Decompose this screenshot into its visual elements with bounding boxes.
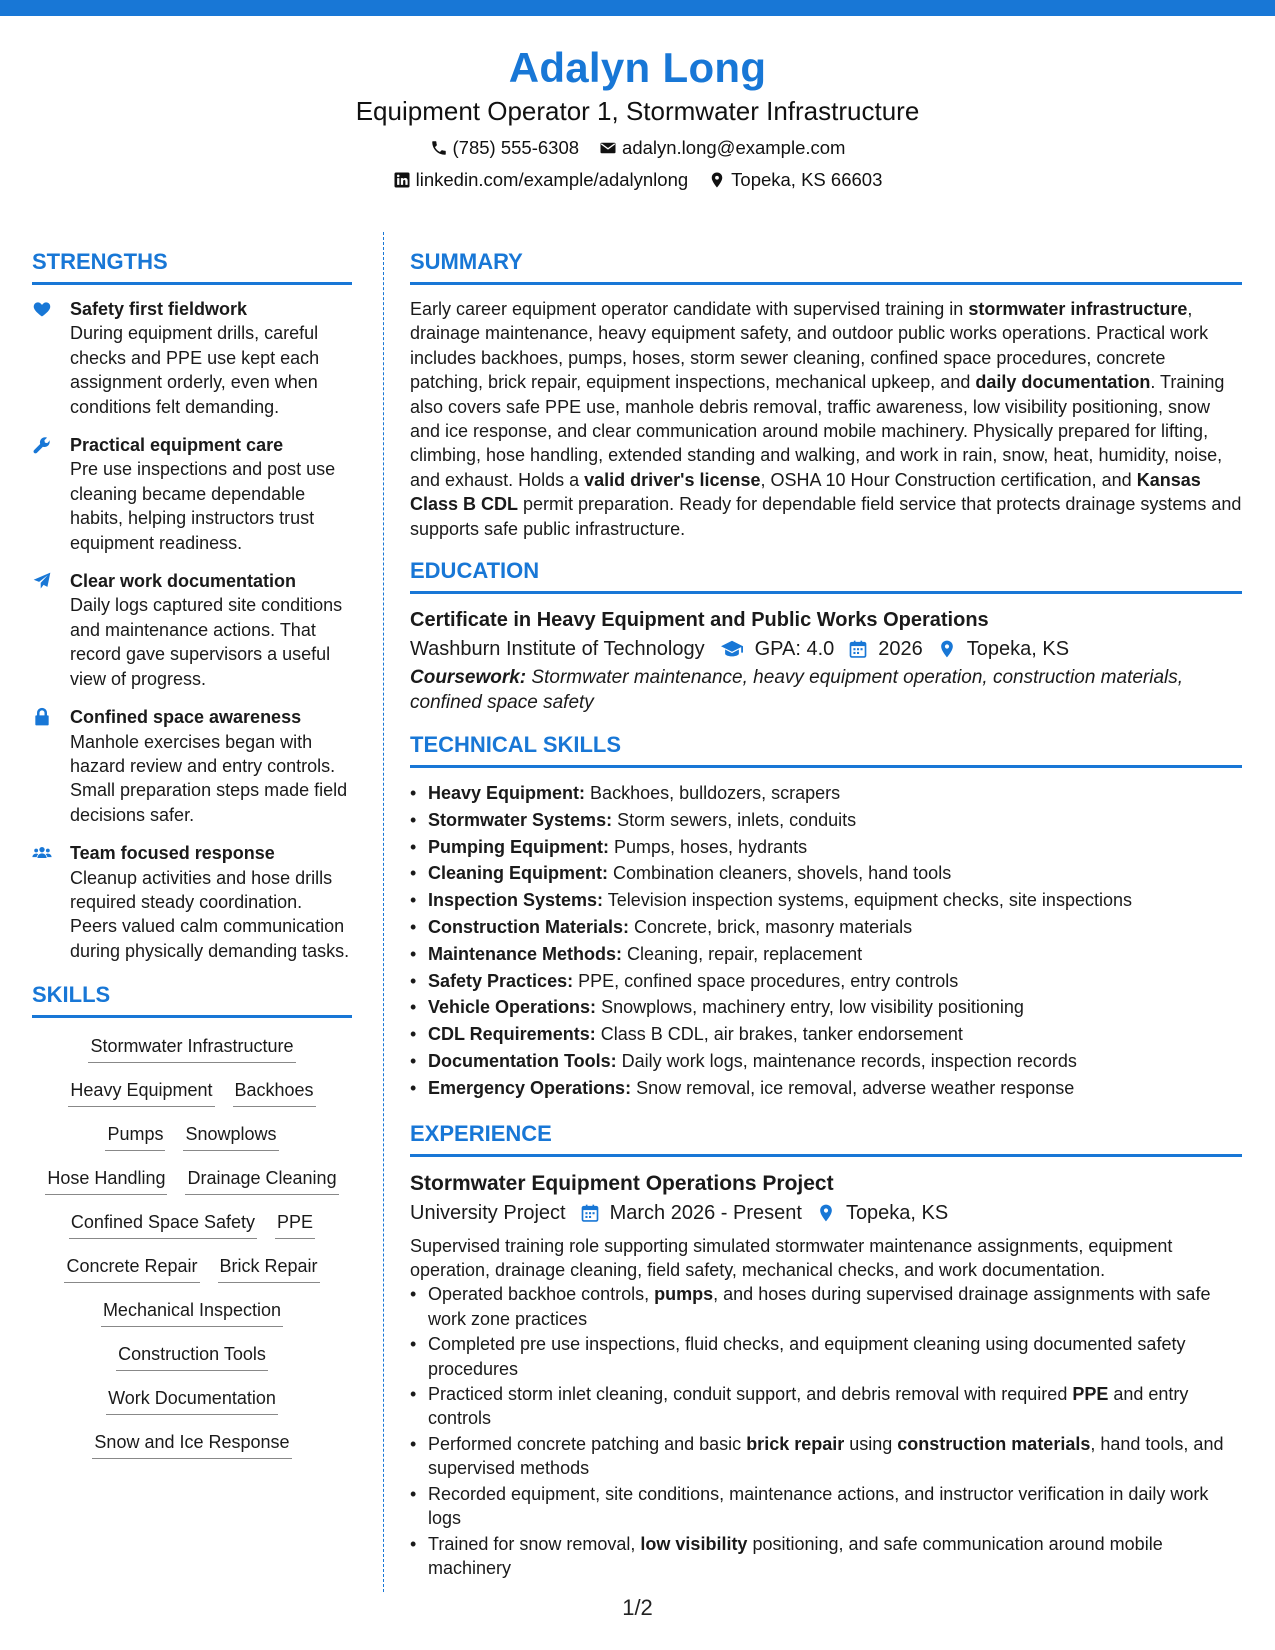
strength-desc: Daily logs captured site conditions and maintenance actions. That record gave supervisors a useful view of progress. (70, 595, 343, 689)
bullet-text: positioning, and safe communication around mobile machinery (428, 1533, 1163, 1578)
right-column (410, 248, 1242, 1581)
strength-item (32, 433, 352, 555)
skills-list (32, 1032, 352, 1459)
bullet-text: , hand tools, and supervised methods (428, 1433, 1224, 1479)
tech-label: Construction Materials: (428, 917, 630, 938)
heart-icon (32, 297, 54, 419)
tech-value: Cleaning, repair, replacement (622, 943, 863, 964)
calendar-icon (580, 1203, 600, 1223)
strength-title: Practical equipment care (70, 435, 284, 456)
skill-tag: Drainage Cleaning (185, 1166, 338, 1195)
skill-tag: Stormwater Infrastructure (88, 1034, 295, 1063)
summary-part: . Training also covers safe PPE use, manhole debris removal, traffic awareness, low visibility positioning, snow and ice response, and clear communication around mobile machinery. Physically prepared for lifting, climbing, hose handling, extended standing and walking, and work in rain, snow, heat, humidity, noise, and exhaust. Holds a (410, 372, 1225, 490)
list-item (410, 887, 1242, 914)
list-item (410, 1432, 1242, 1481)
lock-icon (32, 705, 54, 827)
summary-bold: Kansas Class B CDL (410, 469, 1201, 515)
experience-meta (410, 1198, 1242, 1228)
skill-tag: Confined Space Safety (69, 1210, 257, 1239)
bullet-bold: pumps (654, 1284, 714, 1305)
skill-row (69, 1210, 315, 1239)
tech-value: Television inspection systems, equipment checks, site inspections (603, 890, 1132, 911)
users-icon (32, 841, 54, 963)
strength-title: Confined space awareness (70, 707, 302, 728)
tech-label: Documentation Tools: (428, 1051, 617, 1072)
tech-value: Snowplows, machinery entry, low visibility positioning (596, 997, 1024, 1018)
bullet-text: Performed concrete patching and basic (428, 1433, 747, 1454)
technical-skills-list (410, 780, 1242, 1102)
list-item (410, 968, 1242, 995)
skill-row (64, 1254, 319, 1283)
experience-heading: EXPERIENCE (410, 1120, 1242, 1157)
skill-tag: Construction Tools (116, 1342, 268, 1371)
email-item[interactable] (599, 136, 845, 160)
bullet-bold: PPE (1072, 1384, 1109, 1405)
phone-icon (430, 139, 448, 157)
experience-dates: March 2026 - Present (609, 1201, 802, 1224)
strength-item (32, 297, 352, 419)
tech-label: CDL Requirements: (428, 1024, 596, 1045)
skill-tag: Backhoes (233, 1078, 316, 1107)
tech-value: Combination cleaners, shovels, hand tools (608, 863, 952, 884)
degree-title: Certificate in Heavy Equipment and Public Works Operations (410, 609, 989, 632)
summary-part: , drainage maintenance, heavy equipment safety, and outdoor public works operations. Practical work includes backhoes, pumps, hoses, storm sewer cleaning, confined space procedures, concrete patching, brick repair, equipment inspections, mechanical upkeep, and (410, 299, 1209, 393)
resume-header (0, 42, 1275, 192)
bullet-bold: construction materials (897, 1433, 1091, 1454)
bullet-text: using (844, 1433, 898, 1454)
strength-desc: During equipment drills, careful checks and PPE use kept each assignment orderly, even when conditions felt demanding. (70, 323, 320, 417)
list-item (410, 860, 1242, 887)
map-pin-icon (937, 639, 957, 659)
linkedin-text: linkedin.com/example/adalynlong (415, 169, 689, 190)
skill-tag: Snowplows (183, 1122, 278, 1151)
list-item (410, 1382, 1242, 1431)
tech-label: Safety Practices: (428, 970, 574, 991)
list-item (410, 1532, 1242, 1581)
coursework (410, 666, 1242, 715)
summary-bold: daily documentation (975, 372, 1151, 393)
skill-tag: Mechanical Inspection (101, 1298, 283, 1327)
skill-row (101, 1298, 283, 1327)
list-item (410, 1075, 1242, 1102)
list-item (410, 780, 1242, 807)
skill-row (92, 1430, 291, 1459)
paper-plane-icon (32, 569, 54, 691)
tech-value: Backhoes, bulldozers, scrapers (585, 783, 841, 804)
list-item (410, 834, 1242, 861)
strength-item (32, 705, 352, 827)
linkedin-icon (393, 171, 411, 189)
strengths-heading: STRENGTHS (32, 248, 352, 285)
list-item (410, 994, 1242, 1021)
education-location: Topeka, KS (966, 638, 1070, 661)
experience-location: Topeka, KS (845, 1201, 949, 1224)
skill-tag: Heavy Equipment (68, 1078, 214, 1107)
strength-title: Clear work documentation (70, 571, 297, 592)
list-item (410, 1282, 1242, 1331)
skill-row (106, 1386, 278, 1415)
phone-text: (785) 555-6308 (452, 137, 580, 158)
skill-tag: Brick Repair (218, 1254, 320, 1283)
experience-org: University Project (410, 1201, 566, 1224)
page-number: 1/2 (622, 1595, 653, 1620)
school-name: Washburn Institute of Technology (410, 638, 705, 661)
experience-bullets (410, 1282, 1242, 1580)
left-column (32, 248, 352, 1459)
summary-heading: SUMMARY (410, 248, 1242, 285)
skill-row (88, 1034, 295, 1063)
contact-row-1 (0, 136, 1275, 160)
strength-item (32, 569, 352, 691)
tech-label: Heavy Equipment: (428, 783, 586, 804)
skill-tag: Pumps (105, 1122, 165, 1151)
skill-tag: Hose Handling (45, 1166, 167, 1195)
experience-title: Stormwater Equipment Operations Project (410, 1171, 834, 1195)
location-text: Topeka, KS 66603 (731, 169, 883, 190)
bullet-text: Practiced storm inlet cleaning, conduit support, and debris removal with required (428, 1384, 1073, 1405)
wrench-icon (32, 433, 54, 555)
tech-label: Inspection Systems: (428, 890, 604, 911)
tech-value: PPE, confined space procedures, entry controls (573, 970, 959, 991)
skill-tag: Concrete Repair (64, 1254, 199, 1283)
bullet-text: and entry controls (428, 1384, 1189, 1429)
tech-label: Cleaning Equipment: (428, 863, 608, 884)
tech-value: Storm sewers, inlets, conduits (612, 809, 857, 830)
calendar-icon (848, 639, 868, 659)
contact-row-2 (0, 168, 1275, 192)
skill-row (105, 1122, 278, 1151)
summary-text (410, 297, 1242, 541)
bullet-text: Completed pre use inspections, fluid checks, and equipment cleaning using documented safety procedures (428, 1334, 1186, 1379)
bullet-text: Operated backhoe controls, (428, 1284, 655, 1305)
experience-description: Supervised training role supporting simulated stormwater maintenance assignments, equipment operation, drainage cleaning, field safety, mechanical checks, and work documentation. (410, 1235, 1173, 1281)
phone-item[interactable] (430, 136, 580, 160)
location-item (708, 168, 882, 192)
skills-heading: SKILLS (32, 981, 352, 1018)
skill-tag: Work Documentation (106, 1386, 278, 1415)
summary-bold: valid driver's license (584, 469, 761, 490)
summary-part: Early career equipment operator candidate with supervised training in (410, 299, 969, 319)
tech-value: Snow removal, ice removal, adverse weather response (631, 1077, 1075, 1098)
gpa-text: GPA: 4.0 (754, 638, 835, 661)
strength-desc: Cleanup activities and hose drills required steady coordination. Peers valued calm communication during physically demanding tasks. (70, 867, 350, 961)
tech-label: Maintenance Methods: (428, 943, 623, 964)
top-accent-bar (0, 0, 1275, 16)
column-divider (383, 232, 384, 1592)
summary-part: , OSHA 10 Hour Construction certification, and (760, 469, 1137, 490)
tech-value: Pumps, hoses, hydrants (608, 836, 808, 857)
education-meta (410, 634, 1242, 664)
list-item (410, 807, 1242, 834)
skill-row (116, 1342, 268, 1371)
map-pin-icon (708, 171, 726, 189)
bullet-text: Recorded equipment, site conditions, maintenance actions, and instructor verification in daily work logs (428, 1483, 1209, 1529)
bullet-text: , and hoses during supervised drainage assignments with safe work zone practices (428, 1284, 1211, 1329)
list-item (410, 1482, 1242, 1531)
strength-desc: Manhole exercises began with hazard review and entry controls. Small preparation steps made field decisions safer. (70, 731, 348, 825)
tech-value: Daily work logs, maintenance records, inspection records (616, 1051, 1077, 1072)
map-pin-icon (816, 1203, 836, 1223)
bullet-text: Trained for snow removal, (428, 1533, 641, 1554)
skill-row (45, 1166, 338, 1195)
list-item (410, 1021, 1242, 1048)
list-item (410, 1048, 1242, 1075)
strength-title: Team focused response (70, 843, 275, 864)
list-item (410, 914, 1242, 941)
candidate-name: Adalyn Long (508, 44, 767, 91)
skill-row (68, 1078, 315, 1107)
coursework-text: Stormwater maintenance, heavy equipment operation, construction materials, confined space safety (410, 667, 1184, 713)
job-title: Equipment Operator 1, Stormwater Infrastructure (355, 96, 920, 126)
coursework-label: Coursework: (410, 667, 527, 689)
education-heading: EDUCATION (410, 557, 1242, 594)
summary-bold: stormwater infrastructure (968, 299, 1188, 319)
strength-title: Safety first fieldwork (70, 299, 248, 319)
strength-desc: Pre use inspections and post use cleaning became dependable habits, helping instructors trust equipment readiness. (70, 459, 336, 553)
envelope-icon (599, 139, 617, 157)
tech-label: Pumping Equipment: (428, 836, 609, 857)
linkedin-item[interactable] (393, 168, 689, 192)
tech-value: Concrete, brick, masonry materials (629, 917, 913, 938)
tech-label: Emergency Operations: (428, 1077, 632, 1098)
technical-skills-heading: TECHNICAL SKILLS (410, 731, 1242, 768)
skill-tag: Snow and Ice Response (92, 1430, 291, 1459)
bullet-bold: low visibility (640, 1533, 748, 1554)
email-text: adalyn.long@example.com (622, 137, 846, 158)
skill-tag: PPE (275, 1210, 315, 1239)
list-item (410, 1332, 1242, 1381)
bullet-bold: brick repair (746, 1433, 845, 1454)
summary-part: permit preparation. Ready for dependable field service that protects drainage systems and supports safe public infrastructure. (410, 494, 1242, 539)
tech-value: Class B CDL, air brakes, tanker endorsement (595, 1024, 963, 1045)
tech-label: Vehicle Operations: (428, 997, 597, 1018)
year-text: 2026 (878, 638, 923, 661)
strength-item (32, 841, 352, 963)
list-item (410, 941, 1242, 968)
tech-label: Stormwater Systems: (428, 809, 613, 830)
graduation-cap-icon (719, 638, 745, 660)
